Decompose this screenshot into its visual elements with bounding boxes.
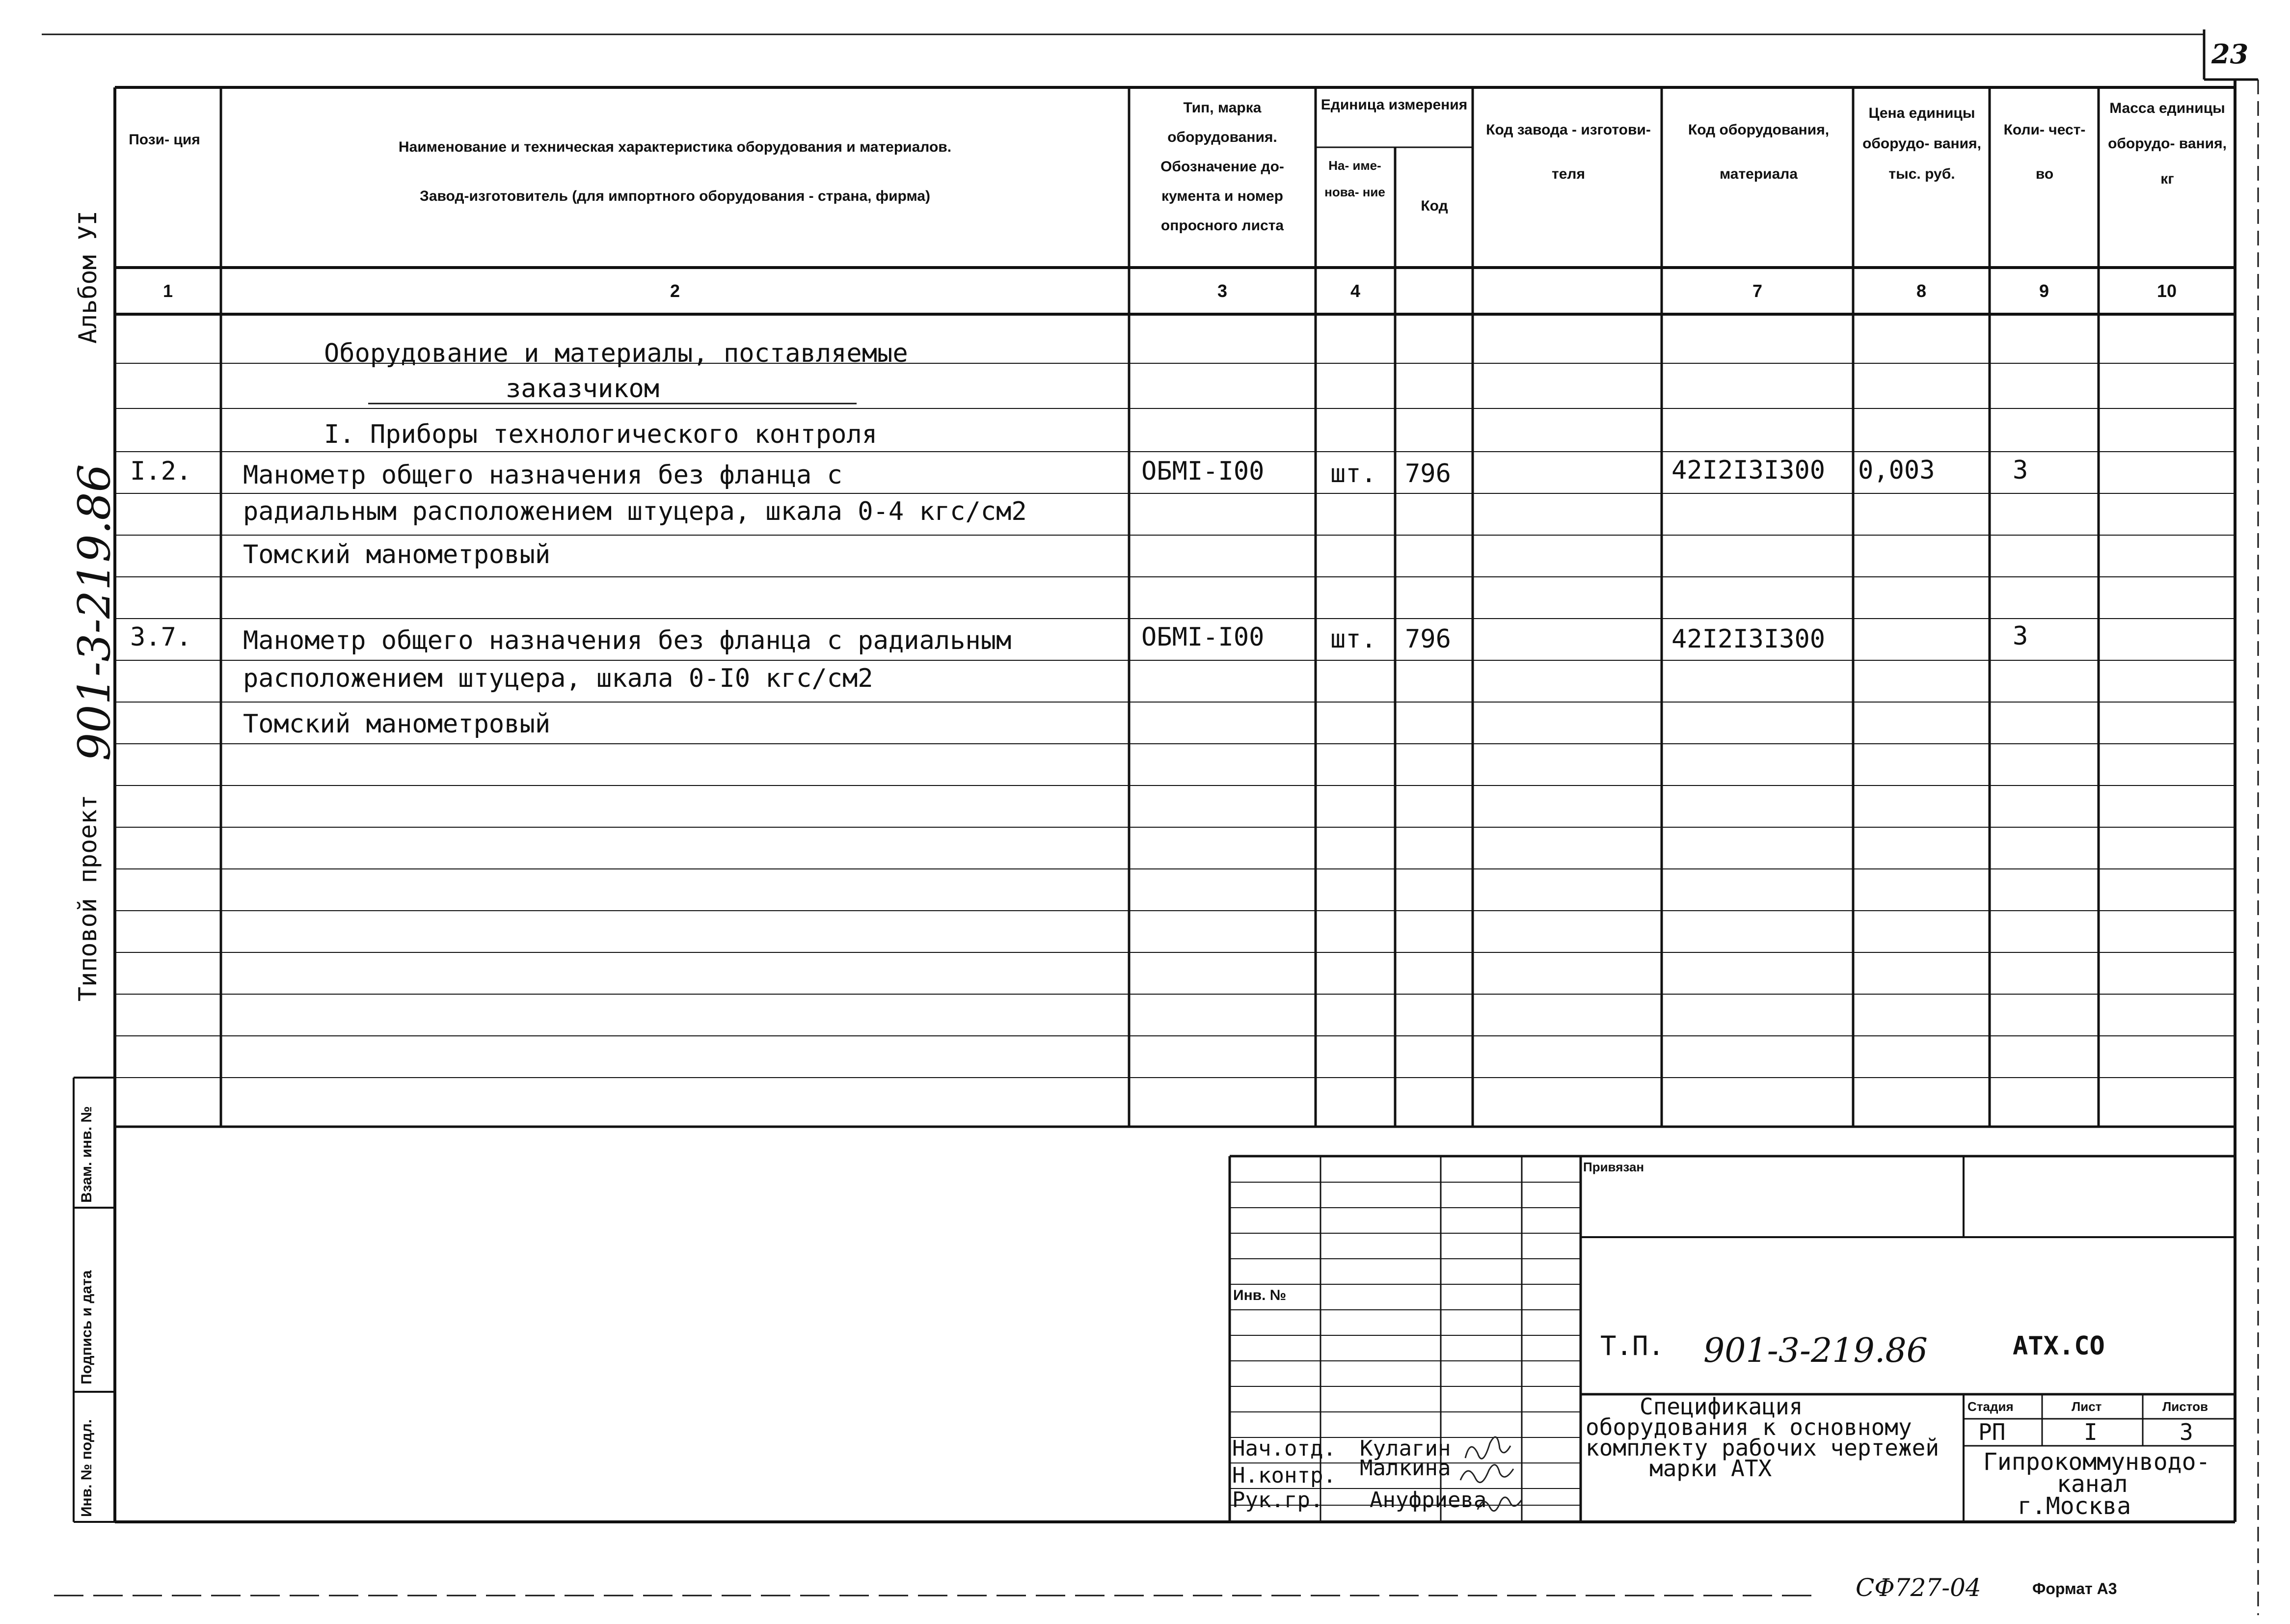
header-name-line2: Завод-изготовитель (для импортного оборудования - страна, фирма) xyxy=(420,188,930,204)
colnum-7: 7 xyxy=(1752,281,1763,301)
section-title-line2: заказчиком xyxy=(506,374,660,404)
sheet-value: I xyxy=(2084,1419,2098,1445)
header-price: Цена единицы оборудо- вания, тыс. руб. xyxy=(1862,105,1981,182)
stamp-field-inv-podl: Инв. № подл. xyxy=(79,1419,95,1517)
item-2-quantity: 3 xyxy=(2013,622,2028,651)
item-1-price: 0,003 xyxy=(1858,456,1935,485)
inventory-number-label: Инв. № xyxy=(1233,1287,1287,1303)
signature-anufrieva xyxy=(1478,1497,1521,1511)
item-1-unit-code: 796 xyxy=(1405,459,1451,488)
header-unit-group: Единица измерения xyxy=(1320,97,1468,113)
stamp-field-signature-date: Подпись и дата xyxy=(79,1270,95,1384)
item-1-name-line2: радиальным расположением штуцера, шкала 0-4 кгс/см2 xyxy=(243,497,1027,526)
sheet-label: Лист xyxy=(2072,1399,2102,1414)
tp-label: Т.П. xyxy=(1600,1330,1665,1361)
item-1-name-line1: Манометр общего назначения без фланца с xyxy=(243,460,842,490)
colnum-9: 9 xyxy=(2039,281,2049,301)
header-manufacturer-code: Код завода - изготови- теля xyxy=(1486,122,1651,182)
item-1-position: I.2. xyxy=(130,457,192,486)
signature-kulagin xyxy=(1465,1437,1510,1459)
item-1-quantity: 3 xyxy=(2013,456,2028,485)
item-2-name-line1: Манометр общего назначения без фланца с радиальным xyxy=(243,626,1012,655)
sheets-label: Листов xyxy=(2162,1399,2208,1414)
item-2-material-code: 42I2I3I300 xyxy=(1671,624,1826,654)
signer-name-1: Кулагин xyxy=(1360,1436,1451,1461)
stage-label: Стадия xyxy=(1967,1399,2014,1414)
colnum-3: 3 xyxy=(1217,281,1228,301)
project-label: Типовой проект xyxy=(74,794,102,1001)
signer-name-2: Малкина xyxy=(1360,1456,1451,1481)
item-2-position: 3.7. xyxy=(130,623,192,652)
colnum-2: 2 xyxy=(670,281,680,301)
header-unit-name: На- име- нова- ние xyxy=(1324,158,1385,199)
header-mass: Масса единицы оборудо- вания, кг xyxy=(2108,100,2227,187)
tp-code: АТХ.СО xyxy=(2013,1331,2105,1361)
header-type: Тип, марка оборудования. Обозначение до- кумента и номер опросного листа xyxy=(1160,100,1284,234)
item-1-unit: шт. xyxy=(1330,459,1376,488)
header-position: Пози- ция xyxy=(129,132,200,148)
tp-number: 901-3-219.86 xyxy=(1703,1331,1928,1370)
colnum-8: 8 xyxy=(1916,281,1927,301)
sheets-value: 3 xyxy=(2180,1419,2193,1445)
spec-title-line3: комплекту рабочих чертежей xyxy=(1586,1435,1940,1461)
item-2-type: ОБМI-I00 xyxy=(1141,623,1265,652)
item-1-type: ОБМI-I00 xyxy=(1141,457,1265,486)
item-2-unit-code: 796 xyxy=(1405,624,1451,654)
colnum-1: 1 xyxy=(162,281,173,301)
stamp-field-vzam-inv: Взам. инв. № xyxy=(79,1106,95,1203)
signer-role-2: Н.контр. xyxy=(1232,1463,1336,1488)
privyazan-label: Привязан xyxy=(1583,1160,1644,1174)
footer-format: Формат А3 xyxy=(2032,1580,2117,1597)
colnum-10: 10 xyxy=(2156,281,2177,301)
item-2-name-line2: расположением штуцера, шкала 0-I0 кгс/см2 xyxy=(243,664,873,693)
item-1-manufacturer: Томский манометровый xyxy=(243,540,551,569)
organization-line3: г.Москва xyxy=(2018,1492,2131,1520)
spec-title-line1: Спецификация xyxy=(1640,1393,1803,1420)
project-number: 901-3-219.86 xyxy=(69,464,120,761)
organization-line1: Гипрокоммунводо- xyxy=(1983,1448,2210,1476)
item-2-manufacturer: Томский манометровый xyxy=(243,709,551,739)
item-2-unit: шт. xyxy=(1330,624,1376,654)
page-number: 23 xyxy=(2211,38,2249,70)
header-unit-code: Код xyxy=(1421,198,1448,214)
colnum-4: 4 xyxy=(1350,281,1361,301)
organization-line2: канал xyxy=(2057,1470,2128,1498)
signer-role-1: Нач.отд. xyxy=(1232,1436,1336,1461)
signer-name-3: Ануфриева xyxy=(1370,1488,1487,1513)
item-1-material-code: 42I2I3I300 xyxy=(1671,456,1826,485)
signer-role-3: Рук.гр. xyxy=(1232,1488,1323,1513)
header-quantity: Коли- чест- во xyxy=(2003,122,2086,182)
header-name-line1: Наименование и техническая характеристика оборудования и материалов. xyxy=(398,139,952,155)
spec-title-line4: марки АТХ xyxy=(1649,1455,1772,1482)
footer-code: СФ727-04 xyxy=(1856,1573,1981,1602)
header-material-code: Код оборудования, материала xyxy=(1688,122,1830,182)
section-title-line1: Оборудование и материалы, поставляемые xyxy=(324,339,908,368)
signature-malkina xyxy=(1460,1465,1513,1483)
subsection-title: I. Приборы технологического контроля xyxy=(324,420,878,449)
spec-title-line2: оборудования к основному xyxy=(1586,1414,1912,1440)
album-label: Альбом УI xyxy=(74,211,102,344)
stage-value: РП xyxy=(1978,1419,2006,1445)
